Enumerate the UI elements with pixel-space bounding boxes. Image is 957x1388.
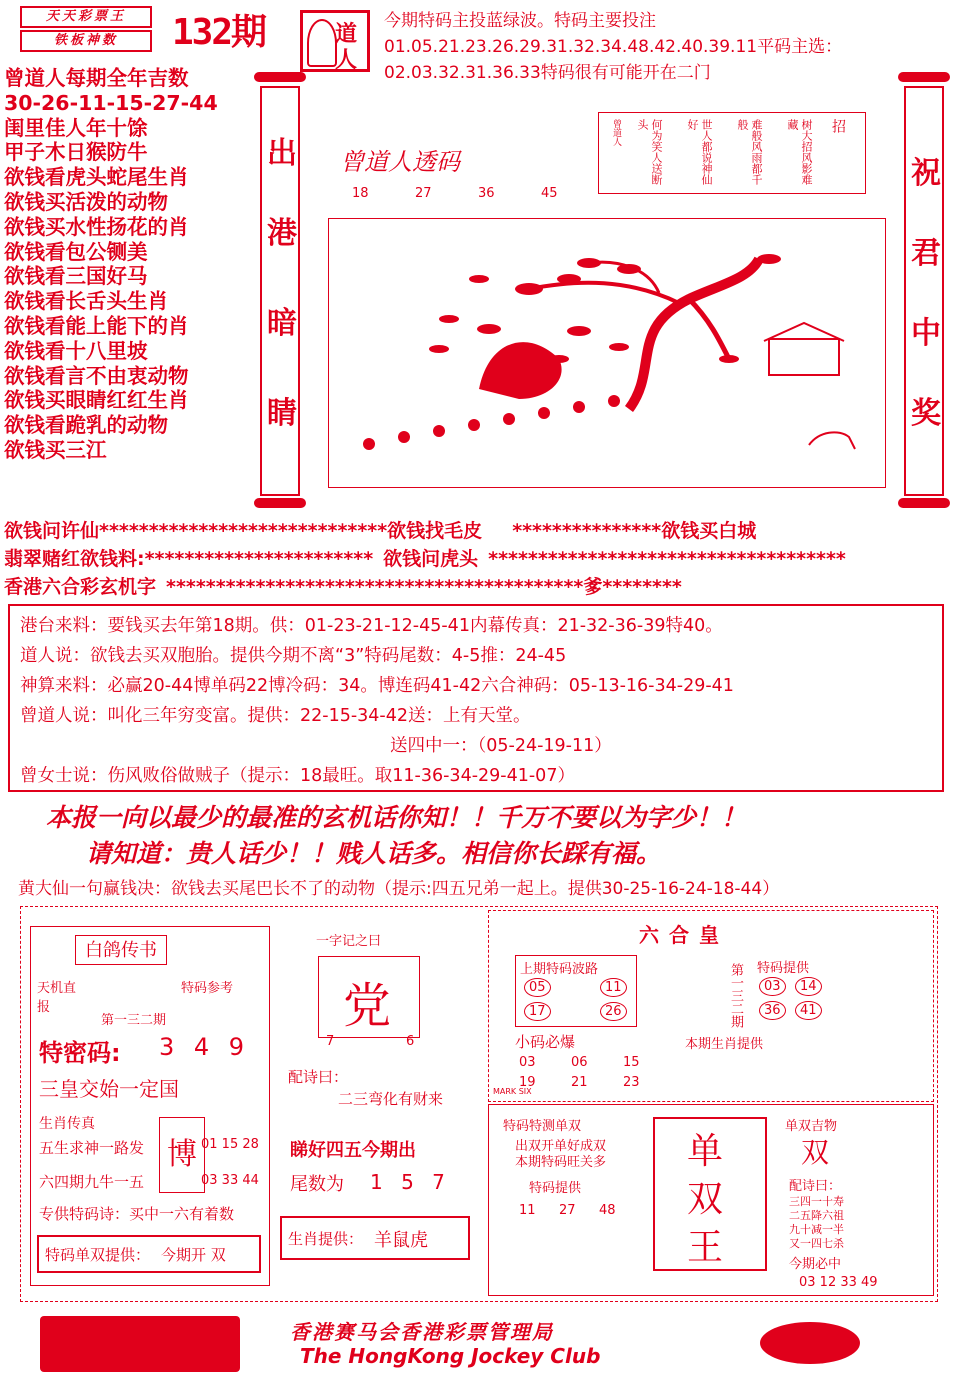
logo-line-2: 铁板神数 (20, 30, 152, 52)
bottom-issue: 第一三二期 (101, 1013, 167, 1028)
star-line-2-b: 爹 (583, 576, 603, 598)
star-line-2-stars2: ******** (602, 576, 682, 598)
sd-right-char: 双 (801, 1136, 830, 1169)
scroll-rod-bottom (898, 498, 950, 508)
star-line-2-a: 香港六合彩玄机字 (4, 576, 157, 598)
tree-illustration (329, 219, 885, 487)
single-double-value: 今期开 双 (161, 1246, 226, 1264)
tail-value: 1 5 7 (370, 1170, 451, 1194)
hot-num-2: 36 (759, 1001, 786, 1020)
footer (30, 1312, 930, 1374)
hot-num-0: 03 (759, 977, 786, 996)
newspaper-logo (20, 6, 152, 54)
bo-nums-2: 03 33 44 (201, 1173, 259, 1188)
huang-daxian-hint: 黄大仙一句赢钱决：欲钱去买尾巴长不了的动物（提示:四五兄弟一起上。提供30-25-16-24-18-44） (18, 879, 780, 899)
mid-title: 一字记之曰 (316, 934, 382, 949)
star-line-1-stars1: *********************** (144, 548, 374, 570)
seal-figure-icon (307, 19, 337, 67)
star-line-0 (4, 516, 756, 543)
sd-poem-line-3: 又一四七杀 (789, 1237, 844, 1250)
seal-char-1: 道 (335, 22, 358, 47)
zodiac-box (280, 1216, 470, 1260)
wave-num-1: 11 (600, 978, 627, 997)
scroll-char-3: 睛 (267, 396, 297, 431)
left-scroll (252, 72, 308, 512)
small-right-label: 特码参考 (181, 981, 234, 996)
zodiac-title: 生肖传真 (39, 1116, 95, 1132)
logo-line-1: 天天彩票王 (20, 6, 152, 28)
sd-poem-label: 配诗曰： (789, 1179, 842, 1194)
hot-num-3: 41 (795, 1001, 822, 1020)
sd-tema-hint: 特码提供 (529, 1181, 582, 1196)
bo-char: 博 (159, 1117, 205, 1193)
info-row-0: 港台来料：要钱买去年第18期。供：01-23-21-12-45-41内幕传真：21-32-36-39特40。 (20, 616, 723, 636)
wave-num-0: 05 (524, 978, 551, 997)
poem-col-4: 曾道人 (611, 119, 621, 146)
star-line-0-stars2: *************** (512, 520, 662, 542)
left-hint-11: 欲钱看十八里坡 (4, 338, 148, 363)
info-row-3: 曾道人说：叫化三年穷变富。提供：22-15-34-42送：上有天堂。 (20, 706, 531, 726)
tema-label: 特密码: (39, 1039, 121, 1067)
picture-number-3: 45 (541, 186, 558, 201)
small-num-4: 21 (571, 1075, 588, 1090)
left-hint-list (4, 66, 242, 463)
star-line-1-b: 欲钱问虎头 (383, 548, 479, 570)
info-row-4: 送四中一：（05-24-19-11） (390, 736, 612, 756)
corner-num-0: 7 (326, 1034, 335, 1049)
zodiac-row: 本期生肖提供 (685, 1037, 764, 1052)
wave-num-3: 26 (600, 1002, 627, 1021)
star-line-0-stars1: ***************************** (99, 520, 388, 542)
picture-title: 曾道人透码 (340, 148, 460, 176)
small-num-3: 19 (519, 1075, 536, 1090)
right-scroll (896, 72, 952, 512)
big-char-box (318, 956, 420, 1038)
left-hint-1: 30-26-11-15-27-44 (4, 90, 218, 115)
sd-big-char-1: 双 (687, 1179, 724, 1220)
poem-col-1: 难般风雨都千般 (736, 119, 763, 185)
info-row-5: 曾女士说：伤风败俗做贼子（提示：18最旺。取11-36-34-29-41-07） (20, 766, 575, 786)
slogan-line-0: 本报一向以最少的最准的玄机话你知！！千万不要以为字少！！ (46, 803, 747, 832)
picture-number-0: 18 (352, 186, 369, 201)
mark-six-label: MARK SIX (493, 1087, 532, 1096)
liuhe-panel (488, 910, 934, 1102)
hot-num-1: 14 (795, 977, 822, 996)
info-row-2: 神算来料：必赢20-44博单码22博冷码：34。博连码41-42六合神码：05-13-16-34-29-41 (20, 676, 734, 696)
corner-num-1: 6 (406, 1034, 415, 1049)
issue-number: 132期 (172, 12, 266, 53)
sd-tema-num-2: 48 (599, 1203, 616, 1218)
scroll-char-1: 港 (267, 216, 297, 251)
star-line-0-b: 欲钱找毛皮 (387, 520, 483, 542)
single-double-king-panel (488, 1104, 934, 1296)
hot-title: 特码提供 (757, 961, 810, 976)
sd-big-char-0: 单 (687, 1131, 724, 1172)
book-title: 白鸽传书 (75, 935, 167, 965)
sd-poem-line-2: 九十减一半 (789, 1223, 844, 1236)
scroll-rod-bottom (254, 498, 306, 508)
star-line-1-stars2: ************************************ (488, 548, 846, 570)
left-hint-7: 欲钱看包公铡美 (4, 239, 148, 264)
picture-number-1: 27 (415, 186, 432, 201)
info-box (8, 604, 944, 792)
small-num-2: 15 (623, 1055, 640, 1070)
wave-title: 上期特码波路 (520, 962, 599, 977)
sd-today-nums: 03 12 33 49 (799, 1275, 878, 1290)
left-hint-2: 闺里佳人年十馀 (4, 115, 148, 140)
tema-value: 3 4 9 (159, 1033, 251, 1061)
sd-title-left: 特码特测单双 (503, 1119, 582, 1134)
single-double-label: 特码单双提供： (45, 1246, 151, 1264)
star-line-0-a: 欲钱问许仙 (4, 520, 100, 542)
tema-line: 三皇交始一定国 (39, 1077, 179, 1101)
small-num-5: 23 (623, 1075, 640, 1090)
hkjc-logo-icon (40, 1316, 240, 1372)
single-double-box (37, 1235, 261, 1273)
seal-char-2: 人 (335, 48, 358, 73)
scroll-char-3: 奖 (911, 396, 941, 431)
sd-tema-num-1: 27 (559, 1203, 576, 1218)
sd-poem-line-0: 三四一十寿 (789, 1195, 844, 1208)
scroll-char-0: 出 (267, 136, 297, 171)
left-hint-8: 欲钱看三国好马 (4, 264, 148, 289)
left-hint-3: 甲子木日猴防牛 (4, 140, 148, 165)
scroll-rod-top (254, 72, 306, 82)
sd-big-char-2: 王 (687, 1227, 724, 1268)
left-hint-12: 欲钱看言不由衷动物 (4, 363, 189, 388)
zodiac-label: 生肖提供： (288, 1230, 364, 1248)
sd-line-2: 本期特码旺关多 (515, 1155, 607, 1170)
left-hint-10: 欲钱看能上能下的肖 (4, 313, 189, 338)
left-hint-0: 曾道人每期全年吉数 (4, 66, 189, 90)
scroll-paper (260, 86, 300, 496)
scroll-char-2: 中 (911, 316, 941, 351)
scroll-rod-top (898, 72, 950, 82)
sd-right-title: 单双吉物 (785, 1119, 838, 1134)
poem-head: 招 (830, 119, 846, 133)
zodiac-value: 羊鼠虎 (374, 1230, 428, 1251)
sd-line-1: 出双开单好成双 (515, 1139, 607, 1154)
bo-nums-1: 01 15 28 (201, 1137, 259, 1152)
scroll-char-0: 祝 (911, 156, 941, 191)
info-row-1: 道人说：欲钱去买双胞胎。提供今期不离“3”特码尾数：4-5推：24-45 (20, 646, 567, 666)
zodiac-text-1: 五生求神一路发 (39, 1139, 145, 1157)
scroll-char-2: 暗 (267, 306, 297, 341)
liuhe-issue: 第一三二期 (728, 963, 743, 1028)
wave-num-2: 17 (524, 1002, 551, 1021)
scroll-char-1: 君 (911, 236, 941, 271)
sd-big-box (653, 1117, 767, 1271)
sd-tema-num-0: 11 (519, 1203, 536, 1218)
star-line-1 (4, 544, 846, 571)
liuhe-title: 六合皇 (639, 923, 729, 947)
left-hint-6: 欲钱买水性扬花的肖 (4, 214, 189, 239)
small-left-label: 天机直报 (37, 981, 77, 1015)
slogan-line-1: 请知道：贵人话少！！贱人话多。相信你长踩有福。 (86, 839, 662, 868)
small-num-1: 06 (571, 1055, 588, 1070)
top-notice: 今期特码主投蓝绿波。特码主要投注01.05.21.23.26.29.31.32.34.48.42.40.39.11平码主选：02.03.32.31.36.33特码很有可能开在二门 (384, 11, 843, 83)
poem-col-2: 世人都说神仙好 (686, 119, 713, 185)
wave-box (515, 955, 637, 1027)
illustration-frame (328, 218, 886, 488)
bottom-mid-panel (280, 930, 480, 1290)
left-hint-15: 欲钱买三江 (4, 437, 107, 462)
left-hint-13: 欲钱买眼睛红红生肖 (4, 388, 189, 413)
picture-number-2: 36 (478, 186, 495, 201)
picture-poem (598, 112, 866, 194)
poem-col-3: 何为笑人送断头 (636, 119, 663, 185)
star-line-2 (4, 572, 682, 599)
bottom-left-panel (30, 926, 270, 1286)
star-line-1-a: 翡翠赌红欲钱料: (4, 548, 145, 570)
left-hint-4: 欲钱看虎头蛇尾生肖 (4, 165, 189, 190)
daoren-seal (300, 10, 370, 72)
tail-hint: 睇好四五今期出 (290, 1140, 416, 1161)
sd-poem-line-1: 二五降六祖 (789, 1209, 844, 1222)
left-hint-14: 欲钱看跪乳的动物 (4, 413, 168, 438)
small-title: 小码必爆 (515, 1033, 576, 1051)
footer-cn: 香港赛马会香港彩票管理局 (290, 1320, 554, 1344)
small-num-0: 03 (519, 1055, 536, 1070)
sd-today-label: 今期必中 (789, 1257, 842, 1272)
poem-label: 配诗曰： (288, 1068, 349, 1086)
footer-en: The HongKong Jockey Club (300, 1344, 601, 1368)
mark-six-logo-icon (760, 1322, 860, 1364)
big-char: 党 (343, 978, 392, 1034)
tail-label: 尾数为 (290, 1174, 344, 1195)
mid-poem: 二三弯化有财来 (338, 1090, 444, 1108)
left-hint-5: 欲钱买活泼的动物 (4, 189, 168, 214)
scroll-paper (904, 86, 944, 496)
left-hint-9: 欲钱看长舌头生肖 (4, 289, 168, 314)
star-line-2-stars1: ****************************************** (166, 576, 584, 598)
zodiac-text-2: 六四期九牛一五 (39, 1173, 145, 1191)
special-hint: 专供特码诗：买中一六有着数 (39, 1205, 235, 1223)
star-line-0-c: 欲钱买白城 (661, 520, 757, 542)
poem-col-0: 树大招风影难藏 (786, 119, 813, 185)
